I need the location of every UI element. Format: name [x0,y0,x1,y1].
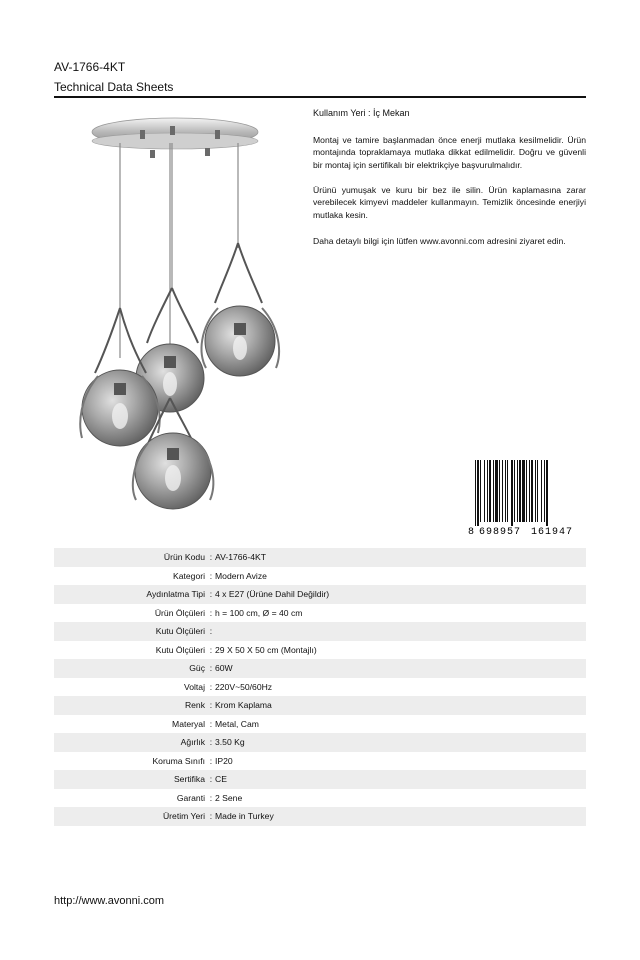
installation-warning [313,134,586,171]
spec-separator: : [209,589,213,600]
spec-label: Voltaj [183,681,205,692]
spec-value: 3.50 Kg [215,737,245,748]
spec-row [54,770,586,789]
barcode-bar [526,460,527,522]
spec-row [54,752,586,771]
spec-value: Made in Turkey [215,811,274,822]
spec-value: 2 Sene [215,792,243,803]
barcode-bar [519,460,521,522]
spec-row [54,733,586,752]
barcode-bar [522,460,525,522]
barcode-bar [535,460,536,522]
spec-label: Garanti [176,792,205,803]
spec-row [54,604,586,623]
spec-label: Ağırlık [180,737,205,748]
globe-top-right [202,243,280,376]
barcode-left-group: 698957 [479,527,522,536]
product-code-title: AV-1766-4KT [54,60,126,74]
spec-label: Üretim Yeri [162,811,205,822]
spec-separator: : [209,737,213,748]
usage-location: Kullanım Yeri : İç Mekan [313,108,410,118]
spec-value: 29 X 50 X 50 cm (Montajlı) [215,644,317,655]
cleaning-instructions [313,184,586,221]
barcode-bars [475,460,548,526]
spec-label: Ürün Ölçüleri [154,607,205,618]
spec-label: Güç [189,663,205,674]
barcode-right-group: 161947 [531,527,574,536]
barcode-bar [511,460,513,526]
spec-value: Metal, Cam [215,718,259,729]
spec-separator: : [209,811,213,822]
spec-separator: : [209,607,213,618]
more-info-note [313,235,586,247]
barcode-bar [537,460,538,522]
spec-value: IP20 [215,755,233,766]
barcode-bar [487,460,488,522]
barcode-bar [546,460,548,526]
spec-separator: : [209,570,213,581]
spec-separator: : [209,718,213,729]
barcode-bar [477,460,479,526]
spec-row [54,696,586,715]
barcode-bar [495,460,498,522]
barcode-bar [489,460,491,522]
barcode-bar [475,460,476,526]
spec-row [54,678,586,697]
spec-label: Ürün Kodu [163,552,205,563]
spec-label: Aydınlatma Tipi [146,589,205,600]
spec-value: 4 x E27 (Ürüne Dahil Değildir) [215,589,330,600]
document-subtitle: Technical Data Sheets [54,80,174,94]
spec-table [54,548,586,826]
spec-value: 60W [215,663,233,674]
barcode-bar [505,460,506,522]
header-divider [54,96,586,98]
barcode-bar [531,460,533,522]
barcode-bar [529,460,530,522]
spec-value: AV-1766-4KT [215,552,266,563]
barcode-bar [499,460,500,522]
spec-separator: : [209,792,213,803]
barcode-bar [507,460,508,522]
footer-website-link[interactable]: http://www.avonni.com [54,895,165,907]
product-photo [70,108,300,513]
spec-value: Modern Avize [215,570,267,581]
spec-row [54,548,586,567]
barcode-bar [480,460,481,522]
spec-row [54,567,586,586]
spec-label: Sertifika [173,774,205,785]
spec-separator: : [209,626,213,637]
barcode-bar [493,460,494,522]
spec-value: h = 100 cm, Ø = 40 cm [215,607,303,618]
spec-separator: : [209,774,213,785]
spec-separator: : [209,755,213,766]
spec-label: Materyal [172,718,205,729]
spec-separator: : [209,644,213,655]
barcode-bar [544,460,545,522]
spec-row [54,789,586,808]
spec-separator: : [209,552,213,563]
spec-separator: : [209,700,213,711]
installation-warning-text: Montaj ve tamire başlanmadan önce enerji mutlaka kesilmelidir. Ürün montajında topraklamaya mutlaka dikkat edilmelidir. Doğru ve güvenli bir montaj için sertifikalı bir elektrikçiye başvurulmalıdır. [313,135,586,170]
barcode-bar [514,460,515,522]
spec-row [54,807,586,826]
barcode [467,460,585,536]
spec-value: 220V~50/60Hz [215,681,273,692]
spec-row [54,715,586,734]
spec-label: Koruma Sınıfı [152,755,205,766]
spec-label: Renk [184,700,205,711]
barcode-bar [541,460,542,522]
spec-separator: : [209,663,213,674]
barcode-bar [502,460,503,522]
spec-separator: : [209,681,213,692]
spec-row [54,622,586,641]
spec-label: Kutu Ölçüleri [155,644,205,655]
spec-row [54,641,586,660]
spec-label: Kategori [172,570,205,581]
spec-row [54,585,586,604]
spec-row [54,659,586,678]
barcode-bar [484,460,485,522]
more-info-text: Daha detaylı bilgi için lütfen www.avonni.com adresini ziyaret edin. [313,236,566,246]
spec-value: Krom Kaplama [215,700,272,711]
barcode-first-digit: 8 [468,527,475,536]
spec-label: Kutu Ölçüleri [155,626,205,637]
barcode-bar [517,460,518,522]
cleaning-instructions-text: Ürünü yumuşak ve kuru bir bez ile silin. Ürün kaplamasına zarar verebilecek kimyevi maddeler kullanmayın. Temizlik öncesinde enerjiyi mutlaka kesin. [313,185,586,220]
spec-value: CE [215,774,227,785]
